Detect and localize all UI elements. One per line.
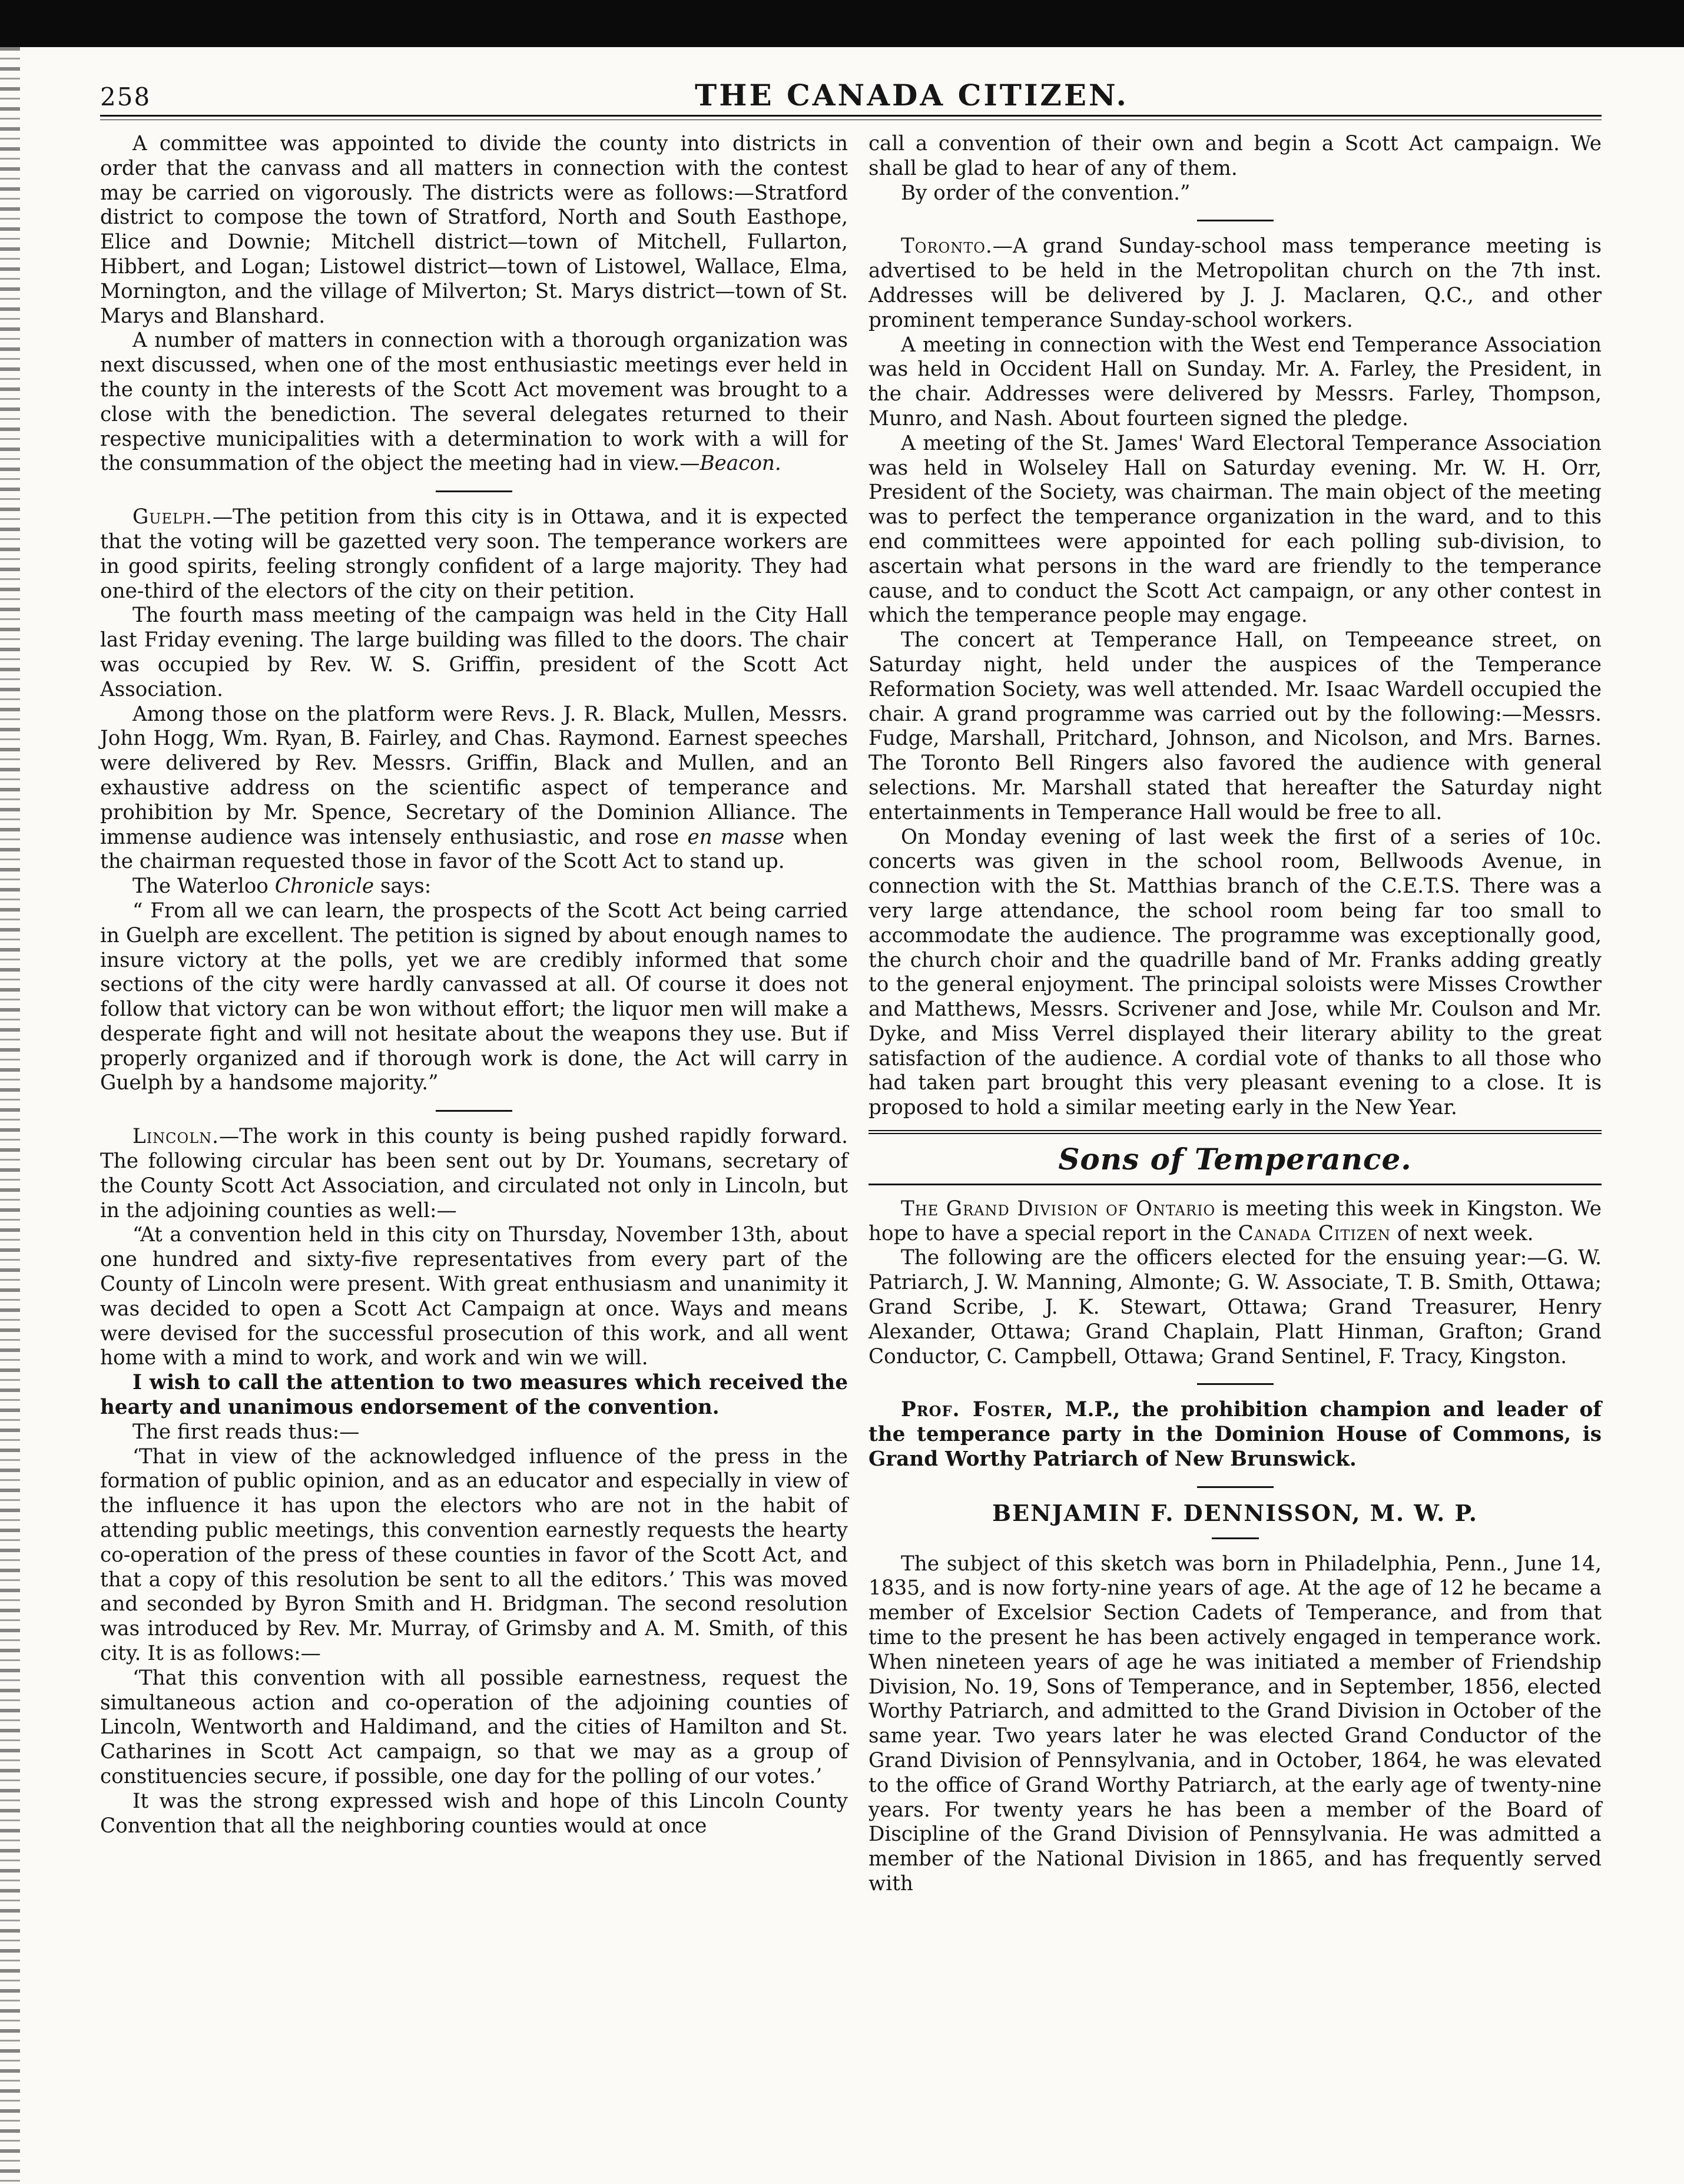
west-end-paragraph: A meeting in connection with the West end Temperance Association was held in Occident Hall on Sunday. Mr. A. Farley, the President, in the chair. Addresses were delivered by Messrs. Farley, Thompson, Munro, and Nash. About fourteen signed the pledge. <box>868 333 1602 430</box>
guelph-lead: Guelph. <box>132 505 213 529</box>
grand-division-paragraph: The Grand Division of Ontario is meeting this week in Kingston. We hope to have a special report in the Canada Citizen of next week. <box>868 1197 1602 1245</box>
separator-rule <box>1197 220 1274 221</box>
first-reads-paragraph: The first reads thus:— <box>132 1420 360 1444</box>
measures-paragraph: I wish to call the attention to two measures which received the hearty and unanimous endorsement of the convention. <box>100 1371 848 1420</box>
page-number: 258 <box>100 82 151 111</box>
press-resolution-paragraph: ‘That in view of the acknowledged influence of the press in the formation of public opinion, and as an educator and especially in view of the influence it has upon the electors who are not in the habit of attending public meetings, this convention earnestly requests the hearty co-operation of the press of these counties in favor of the Scott Act, and that a copy of this resolution be sent to all the editors.’ This was moved and seconded by Byron Smith and H. Bridgman. The second resolution was introduced by Rev. Mr. Murray, of Grimsby and A. M. Smith, of this city. It is as follows:— <box>100 1444 848 1666</box>
scan-binding-edge <box>0 47 20 2184</box>
chronicle-intro: The Waterloo Chronicle says: <box>132 874 432 899</box>
masthead-rule <box>100 115 1602 117</box>
section-rule <box>868 1184 1602 1185</box>
wish-paragraph: It was the strong expressed wish and hope of this Lincoln County Convention that all the neighboring counties would at once <box>100 1789 848 1838</box>
separator-rule <box>1197 1383 1274 1385</box>
lincoln-lead: Lincoln. <box>132 1125 220 1149</box>
left-column <box>100 132 848 1838</box>
separator-rule <box>1212 1537 1259 1539</box>
concert-paragraph: The concert at Temperance Hall, on Tempeeance street, on Saturday night, held under the auspices of the Temperance Reformation Society, was well attended. Mr. Isaac Wardell occupied the chair. A grand programme was carried out by the following:—Messrs. Fudge, Marshall, Pritchard, Johnson, and Nicolson, and Mrs. Barnes. The Toronto Bell Ringers also favored the audience with general selections. Mr. Marshall stated that hereafter the Saturday night entertainments in Temperance Hall would be free to all. <box>868 628 1602 824</box>
order-line: By order of the convention.” <box>901 181 1191 205</box>
second-resolution-paragraph: ‘That this convention with all possible earnestness, request the simultaneous action and co-operation of the adjoining counties of Lincoln, Wentworth and Haldimand, and the cities of Hamilton and St. Catharines in Scott Act campaign, so that we may as a group of constituencies secure, if possible, one day for the polling of our votes.’ <box>100 1666 848 1788</box>
mass-meeting-paragraph: The fourth mass meeting of the campaign was held in the City Hall last Friday evening. The large building was filled to the doors. The chair was occupied by Rev. W. S. Griffin, president of the Scott Act Association. <box>100 604 848 701</box>
section-title: Sons of Temperance. <box>1058 1142 1412 1177</box>
scan-top-border <box>0 0 1684 47</box>
organization-paragraph: A number of matters in connection with a thorough organization was next discussed, when one of the most enthusiastic meetings ever held in the county in the interests of the Scott Act movement was brought to a close with the benediction. The several delegates returned to their respective municipalities with a determination to work with a will for the consummation of the object the meeting had in view.—Beacon. <box>100 329 848 476</box>
monday-concert-paragraph: On Monday evening of last week the first of a series of 10c. concerts was given in the school room, Bellwoods Avenue, in connection with the St. Matthias branch of the C.E.T.S. There was a very large attendance, the school room being far too small to accommodate the audience. The programme was exceptionally good, the church choir and the quadrille band of Mr. Franks adding greatly to the general enjoyment. The principal soloists were Misses Crowther and Matthews, Messrs. Scrivener and Jose, while Mr. Coulson and Mr. Dyke, and Miss Verrel displayed their literary ability to the great satisfaction of the audience. A cordial vote of thanks to all those who had taken part brought this very pleasant evening to a close. It is proposed to hold a similar meeting early in the New Year. <box>868 825 1602 1120</box>
st-james-paragraph: A meeting of the St. James' Ward Electoral Temperance Association was held in Wolseley Hall on Saturday evening. Mr. W. H. Orr, President of the Society, was chairman. The main object of the meeting was to perfect the temperance organization in the ward, and to this end committees were appointed for each polling sub-division, to ascertain what persons in the ward are friendly to the temperance cause, and to conduct the Scott Act campaign, or any other contest in which the temperance people may engage. <box>868 431 1602 628</box>
convention-paragraph: “At a convention held in this city on Thursday, November 13th, about one hundred and sixty-five representatives from every part of the County of Lincoln were present. With great enthusiasm and unanimity it was decided to open a Scott Act Campaign at once. Ways and means were devised for the successful prosecution of this work, and all went home with a mind to work, and work and win we will. <box>100 1223 848 1370</box>
lincoln-paragraph: Lincoln.—The work in this county is being pushed rapidly forward. The following circular has been sent out by Dr. Youmans, secretary of the County Scott Act Association, and circulated not only in Lincoln, but in the adjoining counties as well:— <box>100 1125 848 1222</box>
chronicle-quote: “ From all we can learn, the prospects of the Scott Act being carried in Guelph are excellent. The petition is signed by about enough names to insure victory at the polls, yet we are credibly informed that some sections of the city were hardly canvassed at all. Of course it does not follow that victory can be won without effort; the liquor men will make a desperate fight and will not hesitate about the weapons they use. But if properly organized and if thorough work is done, the Act will carry in Guelph by a handsome majority.” <box>100 899 848 1095</box>
guelph-paragraph: Guelph.—The petition from this city is in Ottawa, and it is expected that the voting will be gazetted very soon. The temperance workers are in good spirits, feeling strongly confident of a large majority. They had one-third of the electors of the city on their petition. <box>100 505 848 603</box>
separator-rule <box>1197 1486 1274 1488</box>
bio-paragraph: The subject of this sketch was born in Philadelphia, Penn., June 14, 1835, and is now forty-nine years of age. At the age of 12 he became a member of Excelsior Section Cadets of Temperance, and from that time to the present he has been actively engaged in temperance work. When nineteen years of age he was initiated a member of Friendship Division, No. 19, Sons of Temperance, and in September, 1856, elected Worthy Patriarch, and admitted to the Grand Division in October of the same year. Two years later he was elected Grand Conductor of the Grand Division of Pennsylvania, and in October, 1864, he was elevated to the office of Grand Worthy Patriarch, at the early age of twenty-nine years. For twenty years he has been a member of the Board of Discipline of the Grand Division of Pennsylvania. He was admitted a member of the National Division in 1865, and has frequently served with <box>868 1552 1602 1895</box>
bio-title: BENJAMIN F. DENNISSON, M. W. P. <box>992 1499 1479 1526</box>
toronto-lead: Toronto. <box>901 234 993 258</box>
convention-continued: call a convention of their own and begin a Scott Act campaign. We shall be glad to hear of any of them. <box>868 132 1602 180</box>
officers-paragraph: The following are the officers elected for the ensuing year:—G. W. Patriarch, J. W. Manning, Almonte; G. W. Associate, T. B. Smith, Ottawa; Grand Scribe, J. K. Stewart, Ottawa; Grand Treasurer, Henry Alexander, Ottawa; Grand Chaplain, Platt Hinman, Grafton; Grand Conductor, C. Campbell, Ottawa; Grand Sentinel, F. Tracy, Kingston. <box>868 1246 1602 1368</box>
source-beacon: Beacon. <box>700 452 781 476</box>
right-column <box>868 132 1602 1897</box>
separator-rule <box>436 491 512 492</box>
stratford-districts-paragraph: A committee was appointed to divide the county into districts in order that the canvass and all matters in connection with the contest may be carried on vigorously. The districts were as follows:—Stratford district to compose the town of Stratford, North and South Easthope, Elice and Downie; Mitchell district—town of Mitchell, Fullarton, Hibbert, and Logan; Listowel district—town of Listowel, Wallace, Elma, Mornington, and the village of Milverton; St. Marys district—town of St. Marys and Blanshard. <box>100 132 848 328</box>
toronto-paragraph: Toronto.—A grand Sunday-school mass temperance meeting is advertised to be held in the Metropolitan church on the 7th inst. Addresses will be delivered by J. J. Maclaren, Q.C., and other prominent temperance Sunday-school workers. <box>868 234 1602 332</box>
separator-rule <box>436 1110 512 1112</box>
masthead: THE CANADA CITIZEN. <box>695 78 1129 112</box>
platform-paragraph: Among those on the platform were Revs. J. R. Black, Mullen, Messrs. John Hogg, Wm. Ryan, B. Fairley, and Chas. Raymond. Earnest speeches were delivered by Rev. Messrs. Griffin, Black and Mullen, and an exhaustive address on the scientific aspect of temperance and prohibition by Mr. Spence, Secretary of the Dominion Alliance. The immense audience was intensely enthusiastic, and rose en masse when the chairman requested those in favor of the Scott Act to stand up. <box>100 702 848 874</box>
foster-paragraph: Prof. Foster, M.P., the prohibition champion and leader of the temperance party in the Dominion House of Commons, is Grand Worthy Patriarch of New Brunswick. <box>868 1398 1602 1472</box>
section-double-rule <box>868 1130 1602 1134</box>
